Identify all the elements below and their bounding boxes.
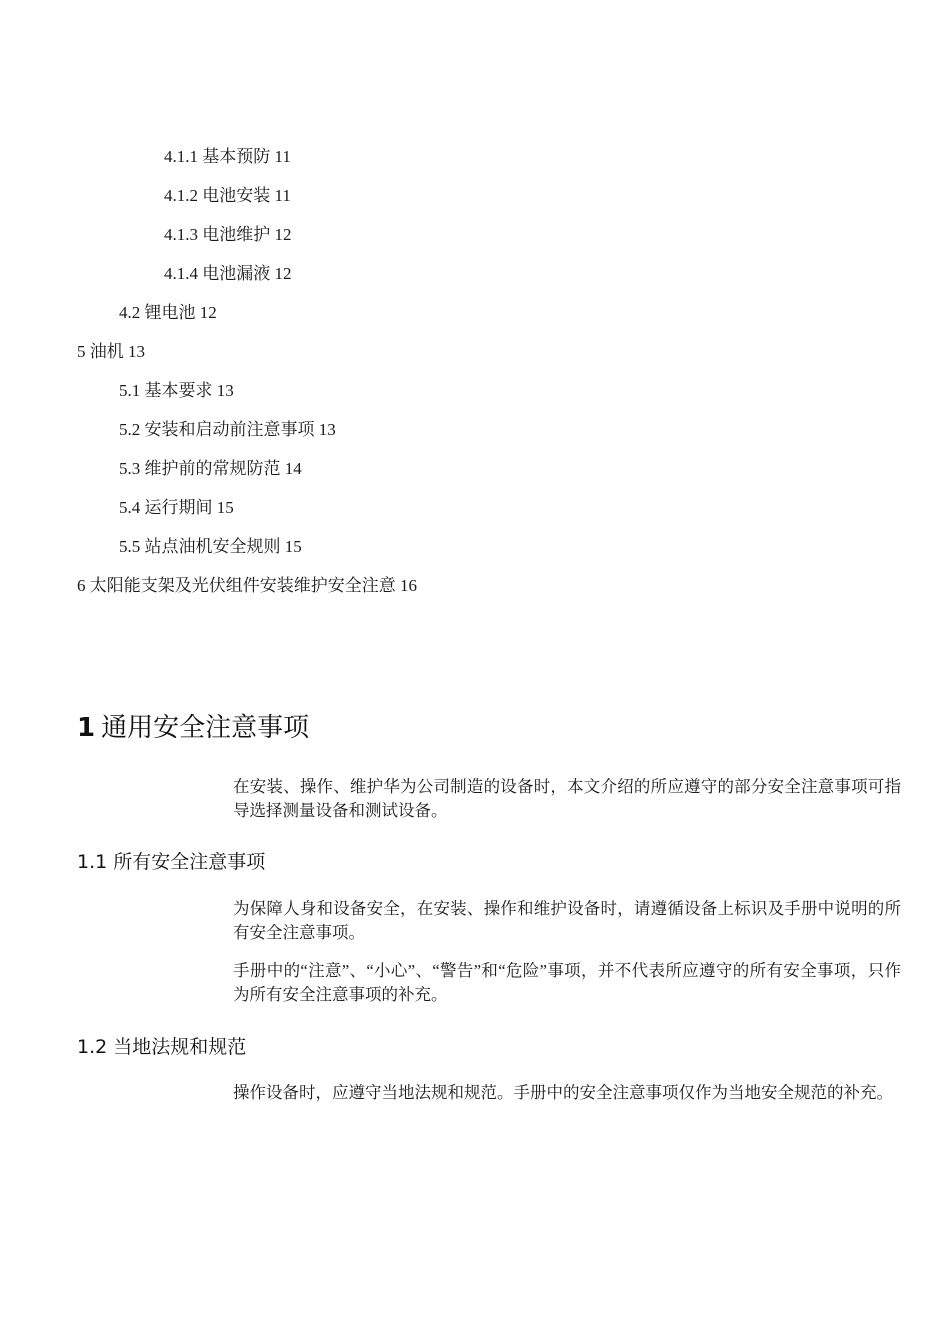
- chapter-heading: [77, 710, 309, 746]
- chapter-intro-paragraph: 在安装、操作、维护华为公司制造的设备时，本文介绍的所应遵守的部分安全注意事项可指导选择测量设备和测试设备。: [233, 777, 901, 820]
- toc-item-5[interactable]: 5 油机 13: [77, 342, 145, 361]
- toc-item-5-5[interactable]: 5.5 站点油机安全规则 15: [119, 537, 302, 556]
- toc-item-5-4[interactable]: 5.4 运行期间 15: [119, 498, 234, 517]
- toc-item-5-2[interactable]: 5.2 安装和启动前注意事项 13: [119, 420, 336, 439]
- toc-item-4-1-4[interactable]: 4.1.4 电池漏液 12: [164, 264, 292, 283]
- section-1-1-paragraph-2: 手册中的“注意”、“小心”、“警告”和“危险”事项，并不代表所应遵守的所有安全事项，只作为所有安全注意事项的补充。: [233, 961, 901, 1004]
- toc-item-5-3[interactable]: 5.3 维护前的常规防范 14: [119, 459, 302, 478]
- toc-item-4-1-2[interactable]: 4.1.2 电池安装 11: [164, 186, 291, 205]
- toc-item-4-1-3[interactable]: 4.1.3 电池维护 12: [164, 225, 292, 244]
- toc-item-4-2[interactable]: 4.2 锂电池 12: [119, 303, 217, 322]
- toc-item-4-1-1[interactable]: 4.1.1 基本预防 11: [164, 147, 291, 166]
- section-heading-1-2: 1.2 当地法规和规范: [77, 1036, 247, 1058]
- chapter-title: 通用安全注意事项: [101, 713, 310, 743]
- section-heading-1-1: 1.1 所有安全注意事项: [77, 851, 266, 873]
- section-1-2-paragraph-1: 操作设备时，应遵守当地法规和规范。手册中的安全注意事项仅作为当地安全规范的补充。: [233, 1083, 893, 1102]
- section-1-1-paragraph-1: 为保障人身和设备安全，在安装、操作和维护设备时，请遵循设备上标识及手册中说明的所有安全注意事项。: [233, 899, 901, 942]
- toc-item-5-1[interactable]: 5.1 基本要求 13: [119, 381, 234, 400]
- chapter-number: 1: [77, 713, 96, 743]
- toc-item-6[interactable]: 6 太阳能支架及光伏组件安装维护安全注意 16: [77, 576, 417, 595]
